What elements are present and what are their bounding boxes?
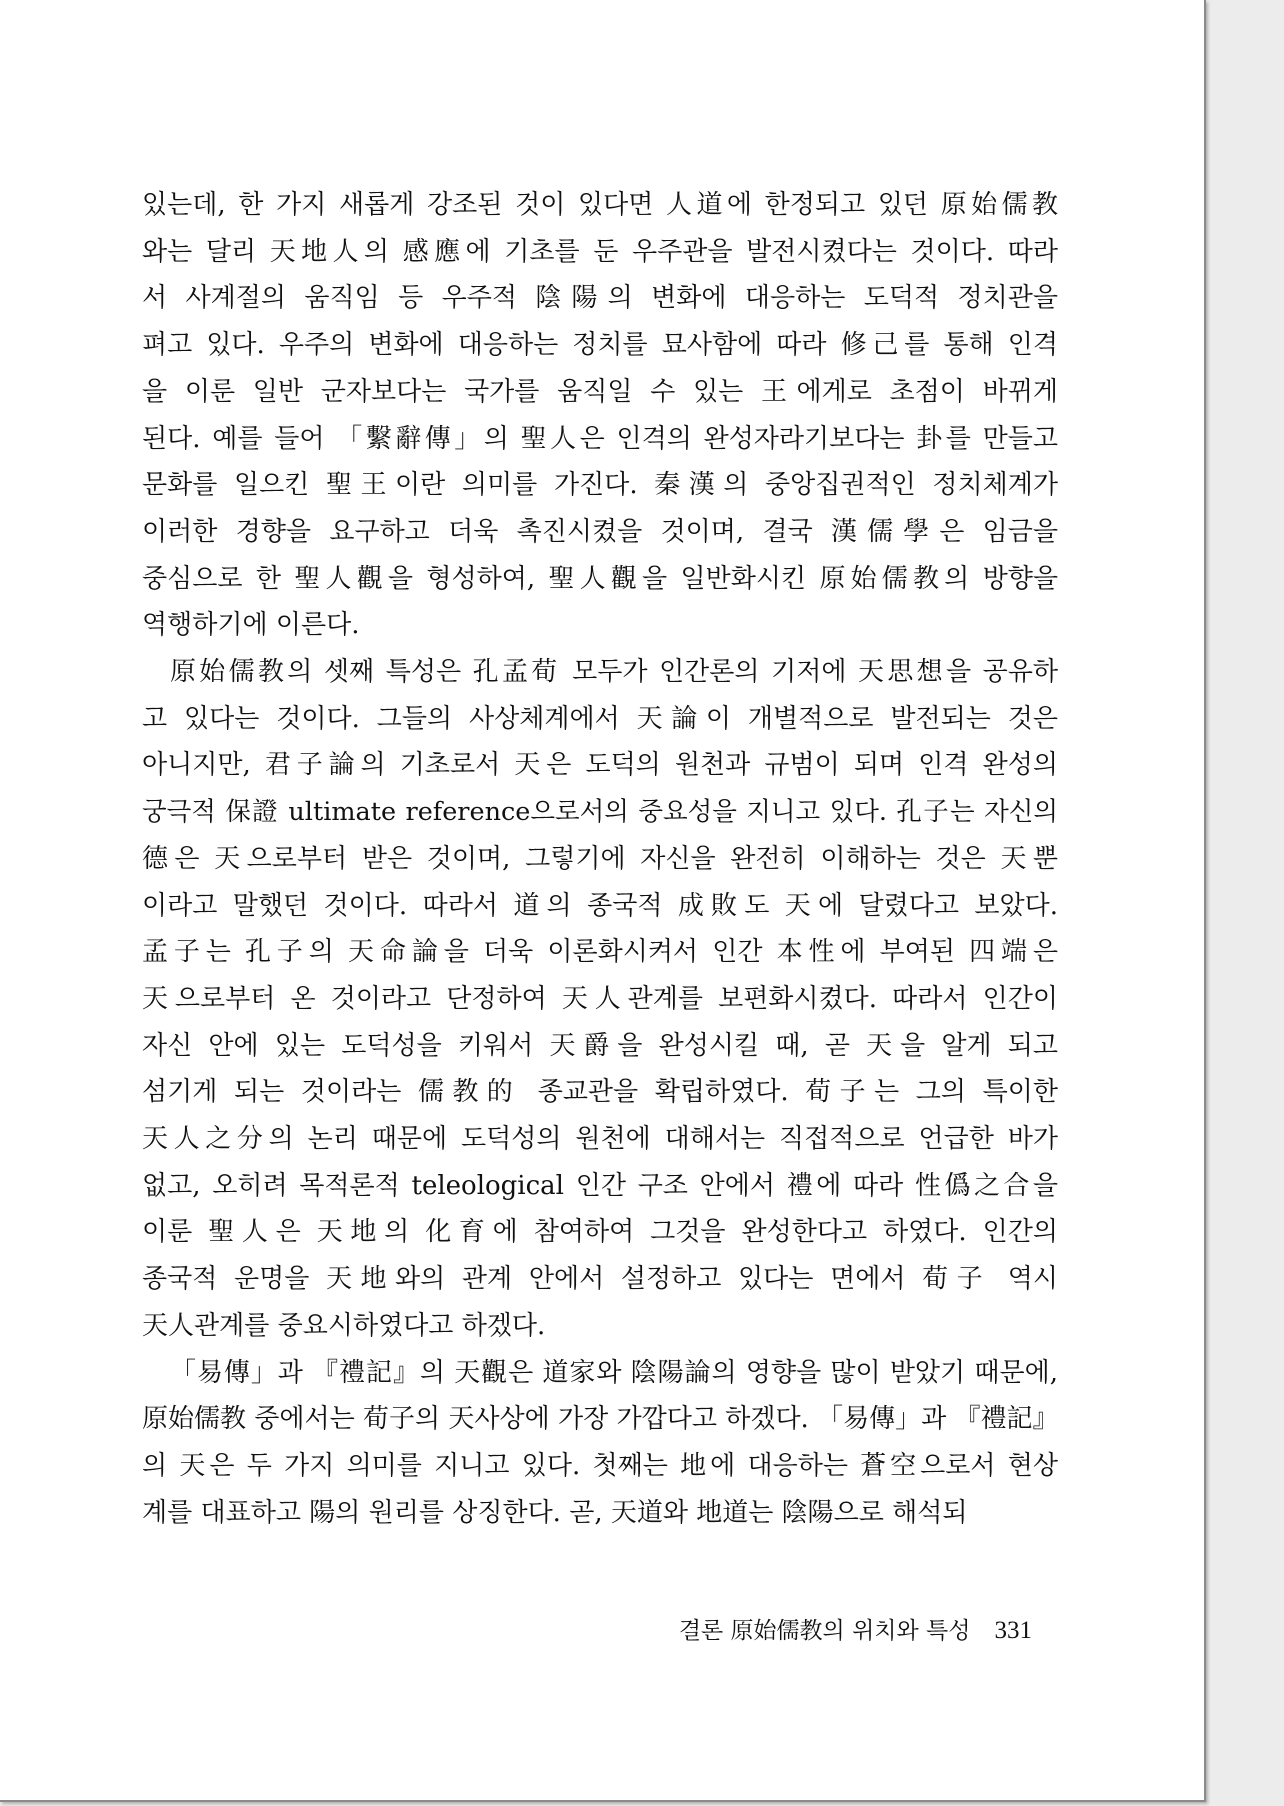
- text-line: 있는데, 한 가지 새롭게 강조된 것이 있다면 人道에 한정되고 있던 原始儒教: [142, 190, 1058, 220]
- text-line: 天人之分의 논리 때문에 도덕성의 원천에 대해서는 직접적으로 언급한 바가: [142, 1124, 1058, 1155]
- text-line: 德은 天으로부터 받은 것이며, 그렇기에 자신을 완전히 이해하는 것은 天뿐: [142, 843, 1058, 874]
- page-footer: [679, 1612, 1032, 1645]
- text-line: 孟子는 孔子의 天命論을 더욱 이론화시켜서 인간 本性에 부여된 四端은: [142, 937, 1058, 968]
- text-line: 原始儒教 중에서는 荀子의 天사상에 가장 가깝다고 하겠다. 「易傳」과 『禮記』: [142, 1404, 1058, 1435]
- text-line: 이라고 말했던 것이다. 따라서 道의 종국적 成敗도 天에 달렸다고 보았다.: [142, 890, 1058, 921]
- paragraph: [142, 649, 1058, 1350]
- page-number: 331: [994, 1617, 1032, 1644]
- text-line: 역행하기에 이른다.: [142, 610, 360, 641]
- text-line: 펴고 있다. 우주의 변화에 대응하는 정치를 묘사함에 따라 修己를 통해 인격: [142, 330, 1058, 361]
- text-line: 「易傳」과 『禮記』의 天觀은 道家와 陰陽論의 영향을 많이 받았기 때문에,: [170, 1357, 1058, 1388]
- text-line: 의 天은 두 가지 의미를 지니고 있다. 첫째는 地에 대응하는 蒼空으로서 현상: [142, 1450, 1058, 1481]
- text-line: 문화를 일으킨 聖王이란 의미를 가진다. 秦漢의 중앙집권적인 정치체계가: [142, 470, 1058, 501]
- text-line: 된다. 예를 들어 「繫辭傳」의 聖人은 인격의 완성자라기보다는 卦를 만들고: [142, 423, 1058, 454]
- text-line: 없고, 오히려 목적론적 teleological 인간 구조 안에서 禮에 따라 性僞之合을: [142, 1170, 1058, 1201]
- text-line: 서 사계절의 움직임 등 우주적 陰陽의 변화에 대응하는 도덕적 정치관을: [142, 283, 1058, 314]
- paragraph: [142, 1350, 1058, 1537]
- text-line: 종국적 운명을 天地와의 관계 안에서 설정하고 있다는 면에서 荀子 역시: [142, 1264, 1058, 1295]
- text-line: 天人관계를 중요시하였다고 하겠다.: [142, 1310, 546, 1341]
- text-line: 자신 안에 있는 도덕성을 키워서 天爵을 완성시킬 때, 곧 天을 알게 되고: [142, 1030, 1058, 1061]
- text-line: 궁극적 保證 ultimate reference으로서의 중요성을 지니고 있다. 孔子는 자신의: [142, 797, 1058, 828]
- body-text: [142, 182, 1058, 1536]
- running-title: 결론 原始儒教의 위치와 특성: [678, 1618, 971, 1644]
- text-line: 아니지만, 君子論의 기초로서 天은 도덕의 원천과 규범이 되며 인격 완성의: [142, 750, 1058, 781]
- text-line: 계를 대표하고 陽의 원리를 상징한다. 곧, 天道와 地道는 陰陽으로 해석되: [142, 1497, 968, 1528]
- text-line: 섬기게 되는 것이라는 儒教的 종교관을 확립하였다. 荀子는 그의 특이한: [142, 1077, 1058, 1108]
- text-line: 와는 달리 天地人의 感應에 기초를 둔 우주관을 발전시켰다는 것이다. 따라: [142, 236, 1058, 267]
- text-line: 原始儒教의 셋째 특성은 孔孟荀 모두가 인간론의 기저에 天思想을 공유하: [170, 657, 1058, 688]
- text-line: 을 이룬 일반 군자보다는 국가를 움직일 수 있는 王에게로 초점이 바뀌게: [142, 376, 1058, 407]
- text-line: 이룬 聖人은 天地의 化育에 참여하여 그것을 완성한다고 하였다. 인간의: [142, 1217, 1058, 1248]
- paragraph: [142, 182, 1058, 649]
- text-line: 이러한 경향을 요구하고 더욱 촉진시켰을 것이며, 결국 漢儒學은 임금을: [142, 516, 1058, 547]
- text-line: 고 있다는 것이다. 그들의 사상체계에서 天論이 개별적으로 발전되는 것은: [142, 703, 1058, 734]
- text-line: 중심으로 한 聖人觀을 형성하여, 聖人觀을 일반화시킨 原始儒教의 방향을: [142, 563, 1058, 594]
- text-line: 天으로부터 온 것이라고 단정하여 天人관계를 보편화시켰다. 따라서 인간이: [142, 983, 1058, 1014]
